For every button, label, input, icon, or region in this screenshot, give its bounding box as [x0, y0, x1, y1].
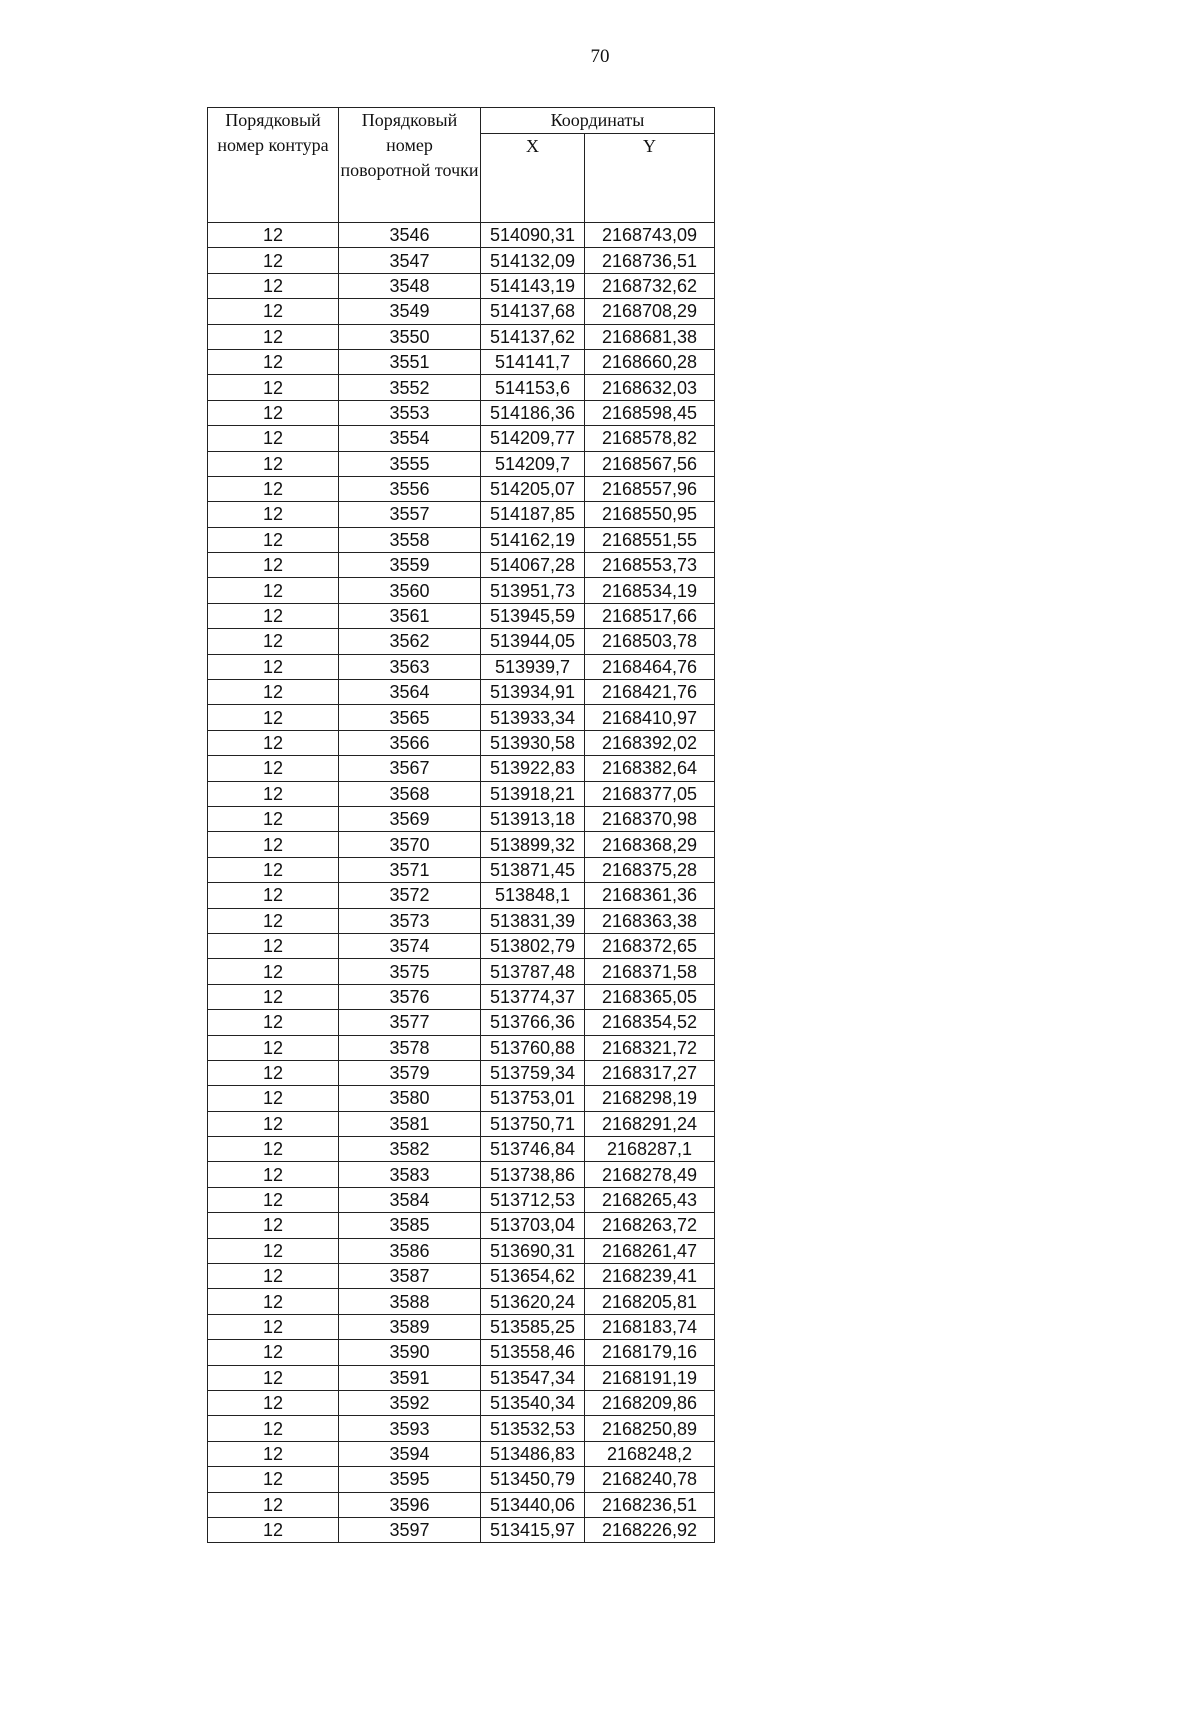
cell-contour-number: 12 — [208, 248, 339, 273]
cell-x: 513774,37 — [481, 984, 585, 1009]
cell-x: 513415,97 — [481, 1517, 585, 1542]
table-row — [208, 1162, 715, 1187]
cell-y: 2168421,76 — [585, 680, 715, 705]
cell-y: 2168550,95 — [585, 502, 715, 527]
cell-contour-number: 12 — [208, 1035, 339, 1060]
cell-y: 2168365,05 — [585, 984, 715, 1009]
cell-point-number: 3566 — [339, 730, 481, 755]
table-row — [208, 476, 715, 501]
cell-contour-number: 12 — [208, 730, 339, 755]
cell-x: 513703,04 — [481, 1213, 585, 1238]
cell-y: 2168743,09 — [585, 223, 715, 248]
cell-x: 513913,18 — [481, 806, 585, 831]
cell-y: 2168632,03 — [585, 375, 715, 400]
cell-x: 513760,88 — [481, 1035, 585, 1060]
cell-contour-number: 12 — [208, 781, 339, 806]
cell-y: 2168240,78 — [585, 1467, 715, 1492]
cell-contour-number: 12 — [208, 984, 339, 1009]
cell-contour-number: 12 — [208, 1314, 339, 1339]
cell-point-number: 3552 — [339, 375, 481, 400]
cell-x: 513712,53 — [481, 1187, 585, 1212]
cell-y: 2168239,41 — [585, 1264, 715, 1289]
table-row — [208, 1010, 715, 1035]
table-row — [208, 1314, 715, 1339]
cell-x: 513802,79 — [481, 933, 585, 958]
cell-x: 513945,59 — [481, 603, 585, 628]
header-x: X — [481, 134, 585, 223]
cell-point-number: 3558 — [339, 527, 481, 552]
cell-x: 514141,7 — [481, 349, 585, 374]
cell-x: 513899,32 — [481, 832, 585, 857]
cell-contour-number: 12 — [208, 299, 339, 324]
cell-contour-number: 12 — [208, 1060, 339, 1085]
cell-y: 2168205,81 — [585, 1289, 715, 1314]
cell-point-number: 3588 — [339, 1289, 481, 1314]
cell-contour-number: 12 — [208, 578, 339, 603]
cell-contour-number: 12 — [208, 1264, 339, 1289]
table-body — [208, 223, 715, 1543]
header-y: Y — [585, 134, 715, 223]
table-row — [208, 1492, 715, 1517]
cell-point-number: 3561 — [339, 603, 481, 628]
cell-x: 513787,48 — [481, 959, 585, 984]
cell-x: 514132,09 — [481, 248, 585, 273]
cell-y: 2168291,24 — [585, 1111, 715, 1136]
cell-point-number: 3585 — [339, 1213, 481, 1238]
cell-contour-number: 12 — [208, 451, 339, 476]
cell-point-number: 3574 — [339, 933, 481, 958]
cell-point-number: 3564 — [339, 680, 481, 705]
cell-y: 2168410,97 — [585, 705, 715, 730]
cell-point-number: 3597 — [339, 1517, 481, 1542]
cell-y: 2168557,96 — [585, 476, 715, 501]
cell-y: 2168361,36 — [585, 883, 715, 908]
cell-y: 2168183,74 — [585, 1314, 715, 1339]
cell-contour-number: 12 — [208, 426, 339, 451]
table-row — [208, 730, 715, 755]
cell-point-number: 3583 — [339, 1162, 481, 1187]
table-row — [208, 1086, 715, 1111]
cell-point-number: 3573 — [339, 908, 481, 933]
table-row — [208, 1187, 715, 1212]
cell-point-number: 3594 — [339, 1441, 481, 1466]
cell-x: 514205,07 — [481, 476, 585, 501]
cell-x: 514143,19 — [481, 273, 585, 298]
header-coordinates: Координаты — [481, 108, 715, 134]
cell-contour-number: 12 — [208, 349, 339, 374]
cell-contour-number: 12 — [208, 400, 339, 425]
table-row — [208, 1238, 715, 1263]
table-row — [208, 1035, 715, 1060]
table-row — [208, 1289, 715, 1314]
cell-contour-number: 12 — [208, 959, 339, 984]
cell-y: 2168368,29 — [585, 832, 715, 857]
table-row — [208, 1467, 715, 1492]
table-header — [208, 108, 715, 223]
cell-y: 2168598,45 — [585, 400, 715, 425]
cell-x: 513547,34 — [481, 1365, 585, 1390]
cell-x: 514137,68 — [481, 299, 585, 324]
cell-y: 2168371,58 — [585, 959, 715, 984]
cell-y: 2168732,62 — [585, 273, 715, 298]
cell-contour-number: 12 — [208, 1365, 339, 1390]
cell-y: 2168392,02 — [585, 730, 715, 755]
cell-contour-number: 12 — [208, 1010, 339, 1035]
cell-point-number: 3559 — [339, 553, 481, 578]
cell-point-number: 3553 — [339, 400, 481, 425]
cell-y: 2168236,51 — [585, 1492, 715, 1517]
table-row — [208, 527, 715, 552]
cell-y: 2168263,72 — [585, 1213, 715, 1238]
cell-point-number: 3548 — [339, 273, 481, 298]
cell-y: 2168265,43 — [585, 1187, 715, 1212]
cell-x: 513585,25 — [481, 1314, 585, 1339]
table-row — [208, 426, 715, 451]
table-row — [208, 832, 715, 857]
cell-x: 513934,91 — [481, 680, 585, 705]
cell-contour-number: 12 — [208, 654, 339, 679]
cell-contour-number: 12 — [208, 756, 339, 781]
cell-contour-number: 12 — [208, 832, 339, 857]
table-row — [208, 1365, 715, 1390]
cell-y: 2168708,29 — [585, 299, 715, 324]
cell-y: 2168209,86 — [585, 1390, 715, 1415]
table-row — [208, 375, 715, 400]
cell-contour-number: 12 — [208, 705, 339, 730]
cell-y: 2168567,56 — [585, 451, 715, 476]
cell-y: 2168517,66 — [585, 603, 715, 628]
table-row — [208, 806, 715, 831]
cell-y: 2168370,98 — [585, 806, 715, 831]
cell-point-number: 3575 — [339, 959, 481, 984]
cell-point-number: 3576 — [339, 984, 481, 1009]
cell-contour-number: 12 — [208, 1213, 339, 1238]
cell-y: 2168534,19 — [585, 578, 715, 603]
cell-point-number: 3579 — [339, 1060, 481, 1085]
cell-x: 514153,6 — [481, 375, 585, 400]
table-row — [208, 578, 715, 603]
cell-y: 2168287,1 — [585, 1137, 715, 1162]
cell-contour-number: 12 — [208, 1340, 339, 1365]
cell-point-number: 3560 — [339, 578, 481, 603]
cell-point-number: 3557 — [339, 502, 481, 527]
table-row — [208, 1416, 715, 1441]
table-row — [208, 629, 715, 654]
cell-contour-number: 12 — [208, 1517, 339, 1542]
table-row — [208, 680, 715, 705]
cell-x: 513933,34 — [481, 705, 585, 730]
table-row — [208, 273, 715, 298]
cell-contour-number: 12 — [208, 1467, 339, 1492]
cell-y: 2168179,16 — [585, 1340, 715, 1365]
table-row — [208, 756, 715, 781]
cell-point-number: 3587 — [339, 1264, 481, 1289]
table-row — [208, 933, 715, 958]
cell-x: 513951,73 — [481, 578, 585, 603]
cell-point-number: 3586 — [339, 1238, 481, 1263]
cell-point-number: 3596 — [339, 1492, 481, 1517]
cell-point-number: 3590 — [339, 1340, 481, 1365]
cell-point-number: 3550 — [339, 324, 481, 349]
cell-point-number: 3571 — [339, 857, 481, 882]
cell-contour-number: 12 — [208, 324, 339, 349]
table-row — [208, 1390, 715, 1415]
cell-y: 2168681,38 — [585, 324, 715, 349]
cell-contour-number: 12 — [208, 857, 339, 882]
cell-point-number: 3567 — [339, 756, 481, 781]
cell-point-number: 3556 — [339, 476, 481, 501]
cell-contour-number: 12 — [208, 1416, 339, 1441]
cell-x: 513848,1 — [481, 883, 585, 908]
table-row — [208, 781, 715, 806]
cell-y: 2168354,52 — [585, 1010, 715, 1035]
cell-point-number: 3549 — [339, 299, 481, 324]
cell-point-number: 3591 — [339, 1365, 481, 1390]
cell-y: 2168372,65 — [585, 933, 715, 958]
cell-point-number: 3592 — [339, 1390, 481, 1415]
cell-contour-number: 12 — [208, 933, 339, 958]
cell-point-number: 3551 — [339, 349, 481, 374]
cell-x: 513930,58 — [481, 730, 585, 755]
cell-x: 514090,31 — [481, 223, 585, 248]
cell-contour-number: 12 — [208, 273, 339, 298]
cell-point-number: 3578 — [339, 1035, 481, 1060]
cell-contour-number: 12 — [208, 680, 339, 705]
cell-contour-number: 12 — [208, 908, 339, 933]
cell-point-number: 3577 — [339, 1010, 481, 1035]
cell-x: 514187,85 — [481, 502, 585, 527]
cell-point-number: 3554 — [339, 426, 481, 451]
page-number: 70 — [590, 46, 610, 67]
cell-x: 513831,39 — [481, 908, 585, 933]
cell-y: 2168363,38 — [585, 908, 715, 933]
table-row — [208, 959, 715, 984]
cell-x: 514162,19 — [481, 527, 585, 552]
cell-x: 514067,28 — [481, 553, 585, 578]
cell-x: 513939,7 — [481, 654, 585, 679]
cell-point-number: 3568 — [339, 781, 481, 806]
cell-x: 513753,01 — [481, 1086, 585, 1111]
cell-y: 2168321,72 — [585, 1035, 715, 1060]
cell-y: 2168382,64 — [585, 756, 715, 781]
cell-y: 2168464,76 — [585, 654, 715, 679]
cell-y: 2168226,92 — [585, 1517, 715, 1542]
cell-x: 513759,34 — [481, 1060, 585, 1085]
cell-contour-number: 12 — [208, 1187, 339, 1212]
cell-point-number: 3581 — [339, 1111, 481, 1136]
cell-y: 2168578,82 — [585, 426, 715, 451]
cell-x: 513750,71 — [481, 1111, 585, 1136]
table-row — [208, 654, 715, 679]
cell-point-number: 3555 — [339, 451, 481, 476]
cell-x: 513690,31 — [481, 1238, 585, 1263]
cell-x: 513540,34 — [481, 1390, 585, 1415]
cell-contour-number: 12 — [208, 476, 339, 501]
cell-contour-number: 12 — [208, 883, 339, 908]
cell-x: 513440,06 — [481, 1492, 585, 1517]
cell-contour-number: 12 — [208, 1238, 339, 1263]
cell-contour-number: 12 — [208, 1441, 339, 1466]
header-point-number: Порядковый номер поворотной точки — [339, 108, 481, 223]
cell-x: 513532,53 — [481, 1416, 585, 1441]
cell-point-number: 3572 — [339, 883, 481, 908]
cell-y: 2168278,49 — [585, 1162, 715, 1187]
cell-contour-number: 12 — [208, 1086, 339, 1111]
cell-contour-number: 12 — [208, 375, 339, 400]
cell-point-number: 3570 — [339, 832, 481, 857]
cell-y: 2168261,47 — [585, 1238, 715, 1263]
cell-point-number: 3593 — [339, 1416, 481, 1441]
table-row — [208, 1137, 715, 1162]
cell-y: 2168660,28 — [585, 349, 715, 374]
cell-contour-number: 12 — [208, 1162, 339, 1187]
cell-x: 513944,05 — [481, 629, 585, 654]
table-row — [208, 400, 715, 425]
table-row — [208, 1060, 715, 1085]
cell-point-number: 3565 — [339, 705, 481, 730]
table-row — [208, 984, 715, 1009]
cell-contour-number: 12 — [208, 223, 339, 248]
cell-x: 513654,62 — [481, 1264, 585, 1289]
cell-contour-number: 12 — [208, 1111, 339, 1136]
cell-x: 514209,7 — [481, 451, 585, 476]
table-row — [208, 705, 715, 730]
cell-point-number: 3595 — [339, 1467, 481, 1492]
cell-y: 2168736,51 — [585, 248, 715, 273]
table-row — [208, 857, 715, 882]
cell-point-number: 3582 — [339, 1137, 481, 1162]
table-row — [208, 1441, 715, 1466]
table-row — [208, 324, 715, 349]
table-row — [208, 1517, 715, 1542]
cell-y: 2168191,19 — [585, 1365, 715, 1390]
cell-point-number: 3580 — [339, 1086, 481, 1111]
table-row — [208, 349, 715, 374]
cell-y: 2168248,2 — [585, 1441, 715, 1466]
cell-point-number: 3569 — [339, 806, 481, 831]
cell-x: 513486,83 — [481, 1441, 585, 1466]
cell-contour-number: 12 — [208, 1289, 339, 1314]
cell-point-number: 3584 — [339, 1187, 481, 1212]
header-contour-number: Порядковый номер контура — [208, 108, 339, 223]
cell-contour-number: 12 — [208, 806, 339, 831]
cell-y: 2168375,28 — [585, 857, 715, 882]
cell-point-number: 3589 — [339, 1314, 481, 1339]
cell-contour-number: 12 — [208, 1137, 339, 1162]
cell-point-number: 3547 — [339, 248, 481, 273]
cell-contour-number: 12 — [208, 603, 339, 628]
cell-contour-number: 12 — [208, 1390, 339, 1415]
table-row — [208, 553, 715, 578]
table-row — [208, 223, 715, 248]
cell-contour-number: 12 — [208, 553, 339, 578]
cell-x: 514137,62 — [481, 324, 585, 349]
table-row — [208, 603, 715, 628]
cell-x: 513922,83 — [481, 756, 585, 781]
table-row — [208, 299, 715, 324]
cell-x: 513738,86 — [481, 1162, 585, 1187]
cell-x: 513871,45 — [481, 857, 585, 882]
cell-x: 513620,24 — [481, 1289, 585, 1314]
cell-x: 513558,46 — [481, 1340, 585, 1365]
cell-y: 2168503,78 — [585, 629, 715, 654]
cell-y: 2168553,73 — [585, 553, 715, 578]
cell-contour-number: 12 — [208, 1492, 339, 1517]
cell-y: 2168250,89 — [585, 1416, 715, 1441]
table-row — [208, 1340, 715, 1365]
cell-point-number: 3562 — [339, 629, 481, 654]
cell-point-number: 3563 — [339, 654, 481, 679]
cell-contour-number: 12 — [208, 527, 339, 552]
cell-y: 2168298,19 — [585, 1086, 715, 1111]
table-row — [208, 502, 715, 527]
table-row — [208, 1111, 715, 1136]
table-row — [208, 883, 715, 908]
cell-point-number: 3546 — [339, 223, 481, 248]
cell-x: 513746,84 — [481, 1137, 585, 1162]
cell-contour-number: 12 — [208, 502, 339, 527]
cell-x: 513918,21 — [481, 781, 585, 806]
table-row — [208, 908, 715, 933]
cell-x: 514186,36 — [481, 400, 585, 425]
cell-y: 2168317,27 — [585, 1060, 715, 1085]
table-row — [208, 1264, 715, 1289]
cell-contour-number: 12 — [208, 629, 339, 654]
table-row — [208, 451, 715, 476]
cell-y: 2168551,55 — [585, 527, 715, 552]
cell-y: 2168377,05 — [585, 781, 715, 806]
table-row — [208, 248, 715, 273]
cell-x: 513450,79 — [481, 1467, 585, 1492]
table-row — [208, 1213, 715, 1238]
cell-x: 514209,77 — [481, 426, 585, 451]
cell-x: 513766,36 — [481, 1010, 585, 1035]
coordinates-table — [207, 107, 715, 1543]
